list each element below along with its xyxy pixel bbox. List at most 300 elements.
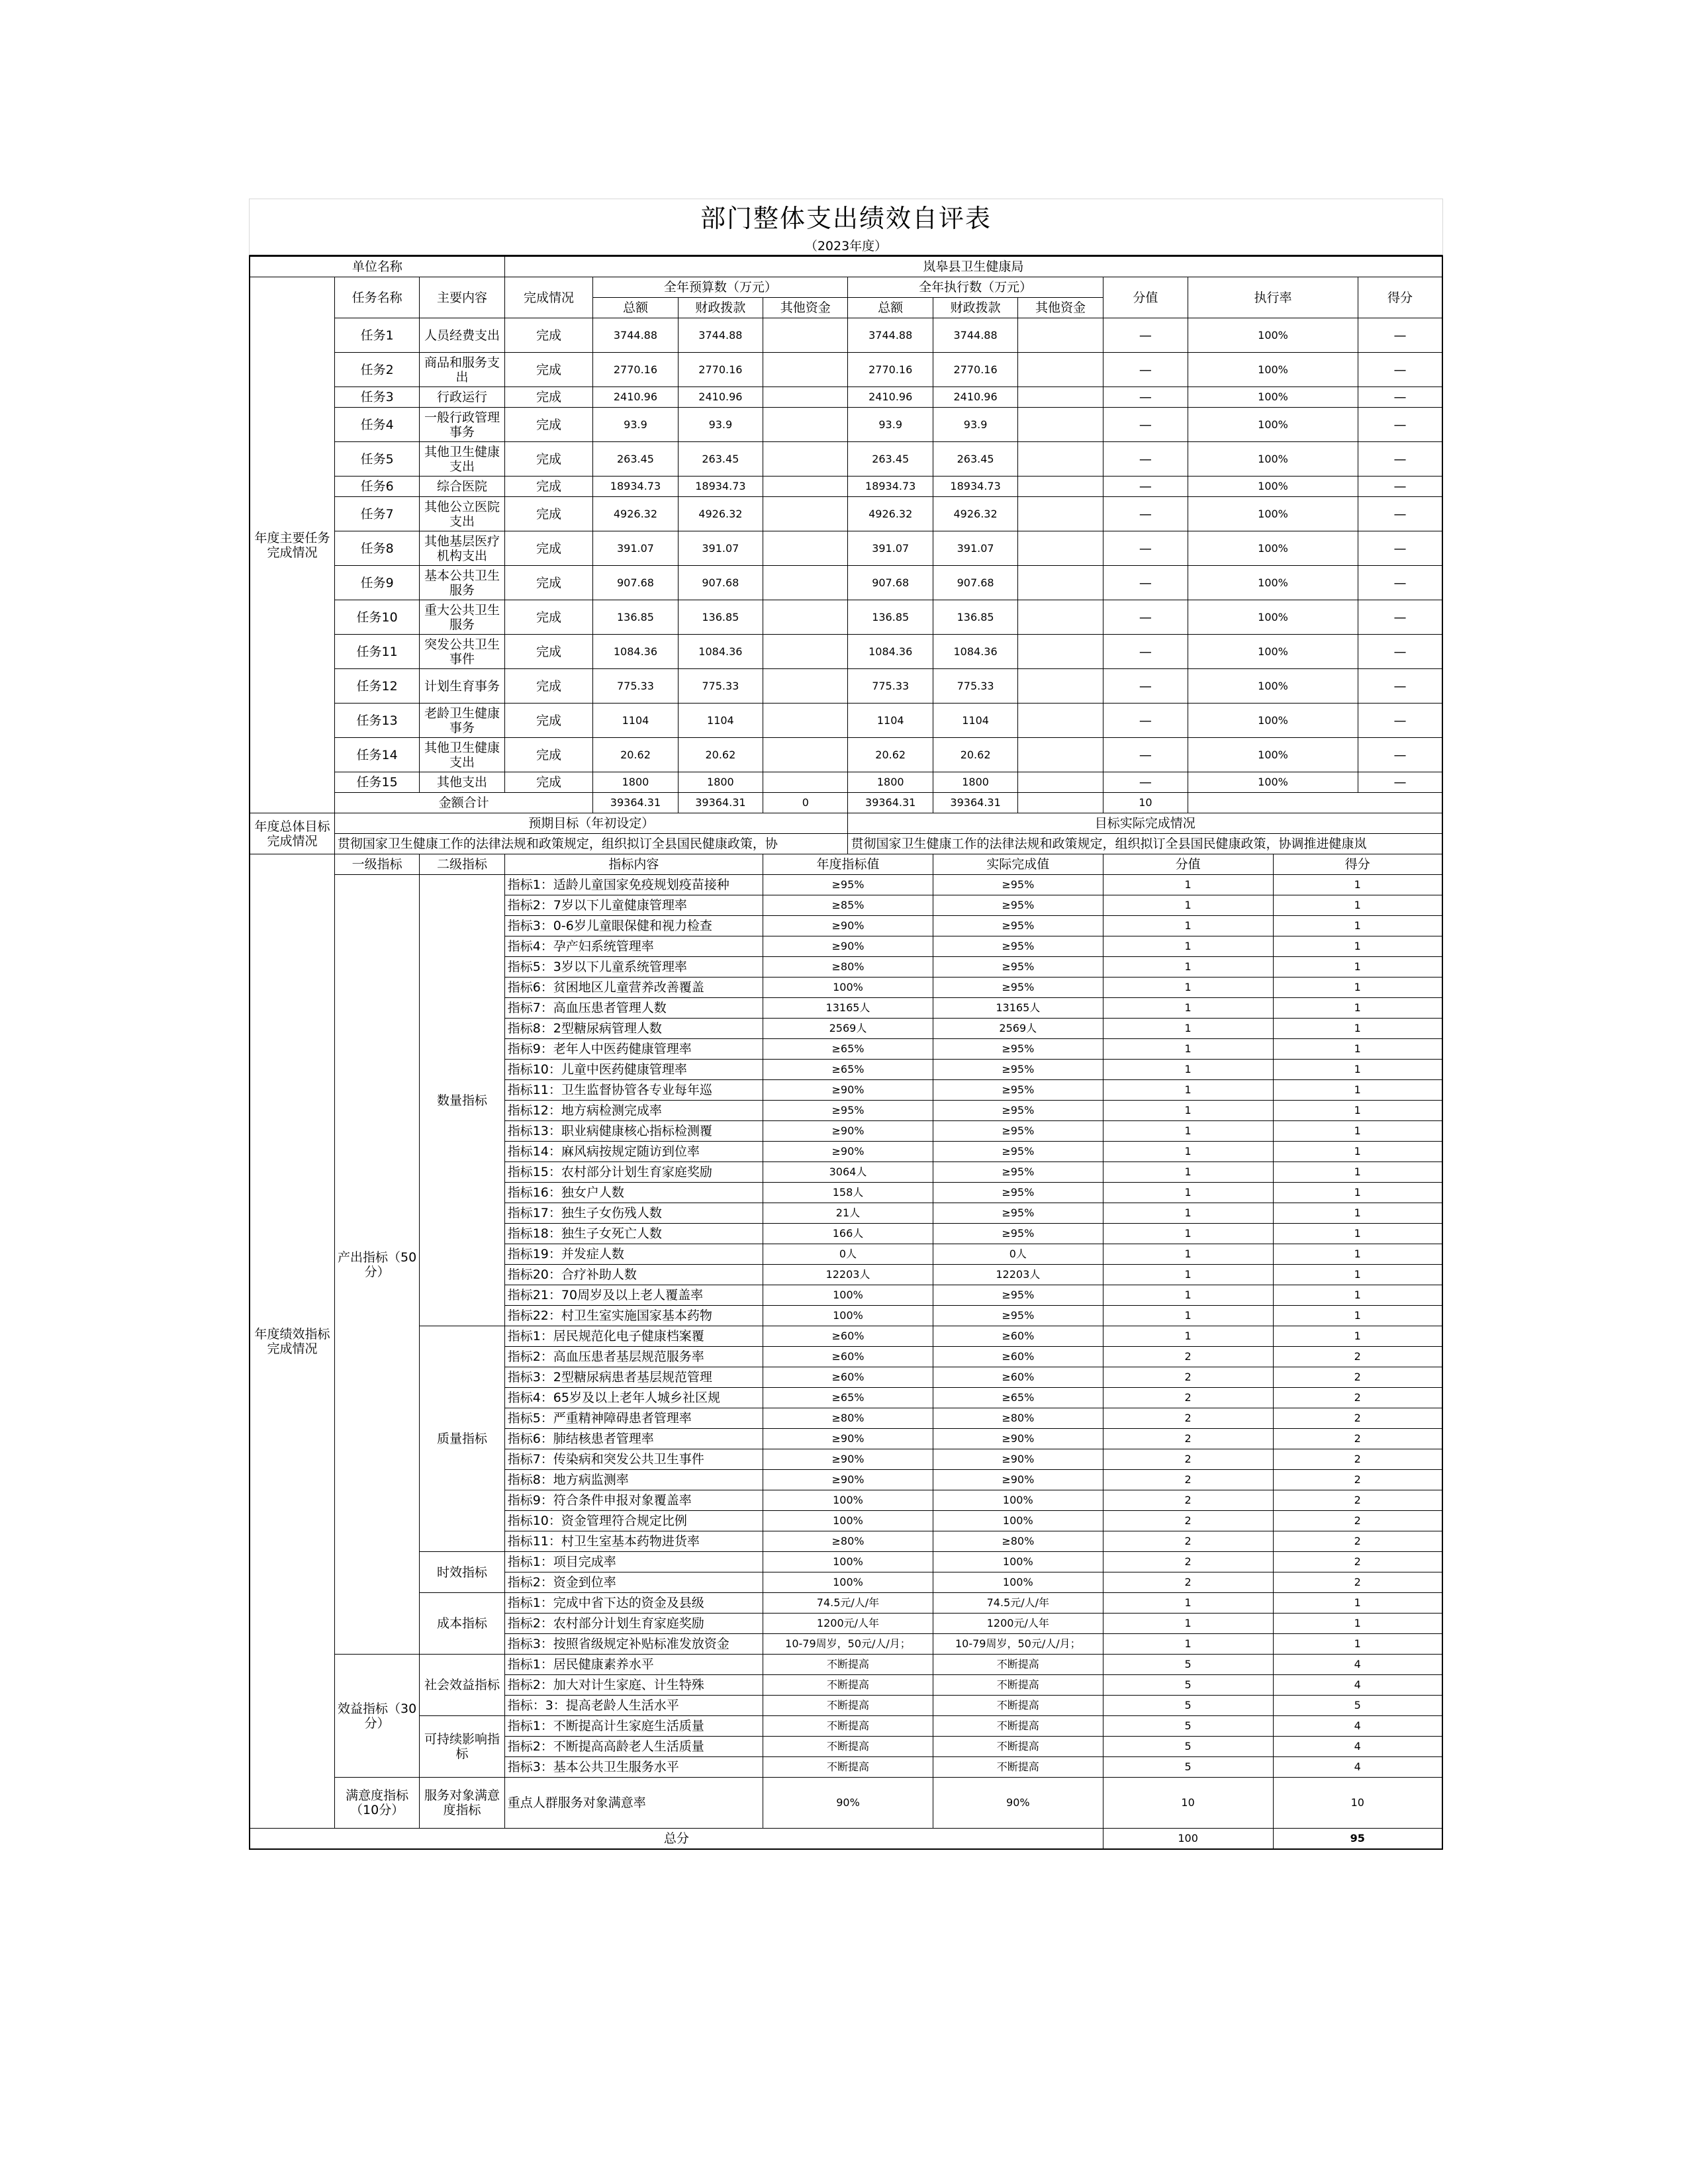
indicator-target: 不断提高 xyxy=(763,1696,933,1716)
task-status: 完成 xyxy=(504,387,593,408)
task-rate: 100% xyxy=(1188,600,1358,635)
evaluation-table xyxy=(249,255,1443,1850)
budget-other xyxy=(763,387,848,408)
task-score: — xyxy=(1358,531,1442,566)
indicator-value: 2 xyxy=(1103,1429,1273,1449)
task-content: 老龄卫生健康事务 xyxy=(420,704,504,738)
indicator-actual: ≥95% xyxy=(933,1039,1103,1060)
exec-fiscal: 136.85 xyxy=(933,600,1017,635)
budget-total: 1104 xyxy=(593,704,678,738)
overall-actual-header: 目标实际完成情况 xyxy=(848,813,1442,834)
task-name: 任务11 xyxy=(334,635,419,669)
budget-total: 18934.73 xyxy=(593,477,678,497)
task-name: 任务13 xyxy=(334,704,419,738)
task-score: — xyxy=(1358,387,1442,408)
indicator-target: ≥90% xyxy=(763,1429,933,1449)
indicator-actual: 不断提高 xyxy=(933,1696,1103,1716)
task-row xyxy=(250,669,1442,704)
task-status: 完成 xyxy=(504,669,593,704)
indicator-value: 2 xyxy=(1103,1552,1273,1572)
budget-fiscal: 18934.73 xyxy=(678,477,763,497)
subheader-total: 总额 xyxy=(593,298,678,318)
benefit-label: 效益指标（30分） xyxy=(334,1655,419,1778)
indicator-score: 2 xyxy=(1273,1531,1442,1552)
unit-name: 岚皋县卫生健康局 xyxy=(504,256,1442,277)
indicator-actual: 13165人 xyxy=(933,998,1103,1019)
task-value: — xyxy=(1103,353,1188,387)
unit-row xyxy=(250,256,1442,277)
exec-other xyxy=(1018,669,1103,704)
task-rate: 100% xyxy=(1188,635,1358,669)
budget-fiscal: 20.62 xyxy=(678,738,763,772)
exec-total: 18934.73 xyxy=(848,477,933,497)
indicator-target: 100% xyxy=(763,1285,933,1306)
indicator-target: ≥60% xyxy=(763,1367,933,1388)
indicator-score: 1 xyxy=(1273,1060,1442,1080)
indicator-content: 指标1：适龄儿童国家免疫规划疫苗接种 xyxy=(504,875,763,895)
indicator-content: 指标2：资金到位率 xyxy=(504,1572,763,1593)
budget-fiscal: 263.45 xyxy=(678,442,763,477)
header-score: 得分 xyxy=(1358,277,1442,318)
task-row xyxy=(250,600,1442,635)
budget-fiscal: 4926.32 xyxy=(678,497,763,531)
exec-other xyxy=(1018,772,1103,793)
task-status: 完成 xyxy=(504,318,593,353)
task-header-row xyxy=(250,277,1442,298)
indicator-actual: ≥95% xyxy=(933,1306,1103,1326)
budget-total: 3744.88 xyxy=(593,318,678,353)
indicator-value: 1 xyxy=(1103,1080,1273,1101)
budget-total: 391.07 xyxy=(593,531,678,566)
header-budget: 全年预算数（万元） xyxy=(593,277,848,298)
budget-other xyxy=(763,531,848,566)
task-row xyxy=(250,704,1442,738)
indicator-value: 1 xyxy=(1103,998,1273,1019)
indicator-content: 指标10：资金管理符合规定比例 xyxy=(504,1511,763,1531)
indicator-score: 1 xyxy=(1273,1183,1442,1203)
budget-other xyxy=(763,669,848,704)
task-name: 任务3 xyxy=(334,387,419,408)
indicator-target: 10-79周岁，50元/人/月； xyxy=(763,1634,933,1655)
indicator-content: 指标1：居民健康素养水平 xyxy=(504,1655,763,1675)
indicator-value: 2 xyxy=(1103,1490,1273,1511)
group-label: 数量指标 xyxy=(420,875,504,1326)
indicator-value: 1 xyxy=(1103,1614,1273,1634)
indicator-actual: ≥65% xyxy=(933,1388,1103,1408)
exec-fiscal: 907.68 xyxy=(933,566,1017,600)
indicator-actual: 不断提高 xyxy=(933,1675,1103,1696)
indicator-actual: ≥95% xyxy=(933,1224,1103,1244)
indicator-content: 指标1：完成中省下达的资金及县级 xyxy=(504,1593,763,1614)
indicator-score: 1 xyxy=(1273,1285,1442,1306)
indicator-value: 1 xyxy=(1103,1244,1273,1265)
indicator-actual: ≥60% xyxy=(933,1367,1103,1388)
indicator-content: 指标13：职业病健康核心指标检测覆 xyxy=(504,1121,763,1142)
indicator-target: 100% xyxy=(763,1552,933,1572)
indicator-actual: ≥95% xyxy=(933,1203,1103,1224)
exec-fiscal: 775.33 xyxy=(933,669,1017,704)
task-name: 任务6 xyxy=(334,477,419,497)
exec-total: 1104 xyxy=(848,704,933,738)
task-status: 完成 xyxy=(504,566,593,600)
indicator-content: 指标5：严重精神障碍患者管理率 xyxy=(504,1408,763,1429)
indicator-row xyxy=(250,1655,1442,1675)
task-rate: 100% xyxy=(1188,669,1358,704)
totals-empty xyxy=(1188,793,1442,813)
budget-total: 2410.96 xyxy=(593,387,678,408)
exec-other xyxy=(1018,497,1103,531)
indicator-content: 指标1：不断提高计生家庭生活质量 xyxy=(504,1716,763,1737)
task-value: — xyxy=(1103,566,1188,600)
indicator-value: 1 xyxy=(1103,916,1273,936)
task-value: — xyxy=(1103,669,1188,704)
indicator-content: 指标2：不断提高高龄老人生活质量 xyxy=(504,1737,763,1757)
task-content: 其他公立医院支出 xyxy=(420,497,504,531)
indicator-target: ≥90% xyxy=(763,1080,933,1101)
budget-other xyxy=(763,353,848,387)
exec-total: 907.68 xyxy=(848,566,933,600)
indicator-target: 166人 xyxy=(763,1224,933,1244)
indicator-target: ≥60% xyxy=(763,1347,933,1367)
indicator-target: 1200元/人年 xyxy=(763,1614,933,1634)
task-value: — xyxy=(1103,600,1188,635)
task-name: 任务12 xyxy=(334,669,419,704)
overall-planned-header: 预期目标（年初设定） xyxy=(334,813,848,834)
exec-fiscal: 2410.96 xyxy=(933,387,1017,408)
section-label-tasks: 年度主要任务完成情况 xyxy=(250,277,334,813)
indicator-value: 1 xyxy=(1103,936,1273,957)
indicator-target: ≥65% xyxy=(763,1388,933,1408)
perf-header-score: 得分 xyxy=(1273,854,1442,875)
indicator-target: ≥90% xyxy=(763,1142,933,1162)
indicator-target: 0人 xyxy=(763,1244,933,1265)
subheader-other: 其他资金 xyxy=(763,298,848,318)
indicator-actual: ≥95% xyxy=(933,1142,1103,1162)
indicator-score: 2 xyxy=(1273,1490,1442,1511)
budget-other xyxy=(763,772,848,793)
indicator-content: 指标1：项目完成率 xyxy=(504,1552,763,1572)
task-rate: 100% xyxy=(1188,738,1358,772)
indicator-content: 指标17：独生子女伤残人数 xyxy=(504,1203,763,1224)
indicator-target: 21人 xyxy=(763,1203,933,1224)
task-value: — xyxy=(1103,387,1188,408)
indicator-value: 2 xyxy=(1103,1408,1273,1429)
overall-planned-text: 贯彻国家卫生健康工作的法律法规和政策规定，组织拟订全县国民健康政策，协 xyxy=(334,834,848,854)
exec-other xyxy=(1018,353,1103,387)
indicator-content: 指标9：符合条件申报对象覆盖率 xyxy=(504,1490,763,1511)
indicator-actual: ≥90% xyxy=(933,1449,1103,1470)
task-row xyxy=(250,387,1442,408)
indicator-value: 2 xyxy=(1103,1367,1273,1388)
task-name: 任务5 xyxy=(334,442,419,477)
exec-total: 3744.88 xyxy=(848,318,933,353)
indicator-target: 13165人 xyxy=(763,998,933,1019)
indicator-value: 1 xyxy=(1103,1306,1273,1326)
satisfaction-value: 10 xyxy=(1103,1778,1273,1829)
indicator-content: 指标3：2型糖尿病患者基层规范管理 xyxy=(504,1367,763,1388)
exec-fiscal: 1084.36 xyxy=(933,635,1017,669)
indicator-content: 指标1：居民规范化电子健康档案覆 xyxy=(504,1326,763,1347)
exec-other xyxy=(1018,704,1103,738)
indicator-target: ≥90% xyxy=(763,1121,933,1142)
task-name: 任务10 xyxy=(334,600,419,635)
perf-header-row xyxy=(250,854,1442,875)
group-label: 时效指标 xyxy=(420,1552,504,1593)
task-rate: 100% xyxy=(1188,442,1358,477)
perf-header-target: 年度指标值 xyxy=(763,854,933,875)
indicator-target: ≥90% xyxy=(763,916,933,936)
perf-header-level1: 一级指标 xyxy=(334,854,419,875)
indicator-content: 指标8：2型糖尿病管理人数 xyxy=(504,1019,763,1039)
task-content: 重大公共卫生服务 xyxy=(420,600,504,635)
indicator-score: 2 xyxy=(1273,1429,1442,1449)
indicator-target: ≥85% xyxy=(763,895,933,916)
task-row xyxy=(250,738,1442,772)
task-status: 完成 xyxy=(504,531,593,566)
indicator-score: 1 xyxy=(1273,895,1442,916)
indicator-actual: ≥80% xyxy=(933,1408,1103,1429)
indicator-actual: ≥95% xyxy=(933,895,1103,916)
header-task-name: 任务名称 xyxy=(334,277,419,318)
indicator-content: 指标15：农村部分计划生育家庭奖励 xyxy=(504,1162,763,1183)
task-row xyxy=(250,497,1442,531)
perf-section-label: 年度绩效指标完成情况 xyxy=(250,854,334,1829)
indicator-target: 100% xyxy=(763,978,933,998)
task-rate: 100% xyxy=(1188,353,1358,387)
indicator-score: 1 xyxy=(1273,916,1442,936)
satisfaction-score: 10 xyxy=(1273,1778,1442,1829)
indicator-actual: ≥95% xyxy=(933,1162,1103,1183)
indicator-value: 1 xyxy=(1103,1183,1273,1203)
task-score: — xyxy=(1358,772,1442,793)
exec-fiscal: 263.45 xyxy=(933,442,1017,477)
task-value: — xyxy=(1103,772,1188,793)
indicator-value: 5 xyxy=(1103,1737,1273,1757)
indicator-content: 指标9：老年人中医药健康管理率 xyxy=(504,1039,763,1060)
task-row xyxy=(250,318,1442,353)
indicator-value: 5 xyxy=(1103,1675,1273,1696)
exec-other xyxy=(1018,738,1103,772)
task-status: 完成 xyxy=(504,353,593,387)
indicator-target: 不断提高 xyxy=(763,1757,933,1778)
budget-fiscal: 1084.36 xyxy=(678,635,763,669)
indicator-actual: ≥90% xyxy=(933,1429,1103,1449)
exec-fiscal: 2770.16 xyxy=(933,353,1017,387)
indicator-row xyxy=(250,1552,1442,1572)
overall-text-row xyxy=(250,834,1442,854)
indicator-value: 1 xyxy=(1103,1593,1273,1614)
exec-total: 136.85 xyxy=(848,600,933,635)
subheader-other: 其他资金 xyxy=(1018,298,1103,318)
indicator-value: 1 xyxy=(1103,1121,1273,1142)
indicator-actual: 不断提高 xyxy=(933,1716,1103,1737)
year-note: （2023年度） xyxy=(249,238,1443,255)
totals-label: 金额合计 xyxy=(334,793,592,813)
totals-exec-total: 39364.31 xyxy=(848,793,933,813)
indicator-actual: 100% xyxy=(933,1572,1103,1593)
indicator-row xyxy=(250,1716,1442,1737)
exec-fiscal: 391.07 xyxy=(933,531,1017,566)
indicator-actual: 10-79周岁，50元/人/月； xyxy=(933,1634,1103,1655)
indicator-score: 2 xyxy=(1273,1572,1442,1593)
budget-other xyxy=(763,738,848,772)
exec-other xyxy=(1018,635,1103,669)
exec-other xyxy=(1018,408,1103,442)
task-row xyxy=(250,442,1442,477)
indicator-target: ≥65% xyxy=(763,1060,933,1080)
task-status: 完成 xyxy=(504,772,593,793)
task-name: 任务9 xyxy=(334,566,419,600)
indicator-actual: ≥95% xyxy=(933,1285,1103,1306)
indicator-content: 指标11：村卫生室基本药物进货率 xyxy=(504,1531,763,1552)
indicator-target: 不断提高 xyxy=(763,1716,933,1737)
indicator-target: ≥80% xyxy=(763,957,933,978)
group-label: 社会效益指标 xyxy=(420,1655,504,1716)
exec-fiscal: 1800 xyxy=(933,772,1017,793)
task-name: 任务1 xyxy=(334,318,419,353)
indicator-target: 不断提高 xyxy=(763,1675,933,1696)
exec-other xyxy=(1018,318,1103,353)
task-row xyxy=(250,408,1442,442)
perf-header-level2: 二级指标 xyxy=(420,854,504,875)
indicator-target: 100% xyxy=(763,1511,933,1531)
task-status: 完成 xyxy=(504,442,593,477)
task-content: 计划生育事务 xyxy=(420,669,504,704)
indicator-value: 1 xyxy=(1103,1285,1273,1306)
indicator-score: 2 xyxy=(1273,1449,1442,1470)
group-label: 可持续影响指标 xyxy=(420,1716,504,1778)
indicator-content: 指标10：儿童中医药健康管理率 xyxy=(504,1060,763,1080)
exec-fiscal: 20.62 xyxy=(933,738,1017,772)
indicator-actual: ≥80% xyxy=(933,1531,1103,1552)
task-score: — xyxy=(1358,738,1442,772)
task-content: 综合医院 xyxy=(420,477,504,497)
task-content: 人员经费支出 xyxy=(420,318,504,353)
indicator-value: 2 xyxy=(1103,1531,1273,1552)
satisfaction-actual: 90% xyxy=(933,1778,1103,1829)
exec-other xyxy=(1018,477,1103,497)
exec-other xyxy=(1018,442,1103,477)
indicator-target: 12203人 xyxy=(763,1265,933,1285)
indicator-score: 1 xyxy=(1273,1634,1442,1655)
indicator-content: 指标7：传染病和突发公共卫生事件 xyxy=(504,1449,763,1470)
indicator-score: 1 xyxy=(1273,1080,1442,1101)
task-name: 任务4 xyxy=(334,408,419,442)
task-rate: 100% xyxy=(1188,477,1358,497)
exec-total: 1084.36 xyxy=(848,635,933,669)
indicator-value: 1 xyxy=(1103,1019,1273,1039)
indicator-score: 4 xyxy=(1273,1655,1442,1675)
budget-total: 263.45 xyxy=(593,442,678,477)
indicator-score: 2 xyxy=(1273,1408,1442,1429)
indicator-content: 指标2：农村部分计划生育家庭奖励 xyxy=(504,1614,763,1634)
output-label: 产出指标（50分） xyxy=(334,875,419,1655)
budget-total: 136.85 xyxy=(593,600,678,635)
exec-total: 93.9 xyxy=(848,408,933,442)
indicator-actual: 100% xyxy=(933,1490,1103,1511)
indicator-value: 1 xyxy=(1103,1326,1273,1347)
indicator-target: 2569人 xyxy=(763,1019,933,1039)
task-content: 其他支出 xyxy=(420,772,504,793)
task-row xyxy=(250,477,1442,497)
budget-other xyxy=(763,635,848,669)
indicator-score: 1 xyxy=(1273,1039,1442,1060)
task-value: — xyxy=(1103,497,1188,531)
budget-total: 20.62 xyxy=(593,738,678,772)
indicator-value: 2 xyxy=(1103,1449,1273,1470)
indicator-actual: 不断提高 xyxy=(933,1757,1103,1778)
indicator-score: 2 xyxy=(1273,1367,1442,1388)
task-content: 一般行政管理事务 xyxy=(420,408,504,442)
indicator-content: 指标19：并发症人数 xyxy=(504,1244,763,1265)
indicator-target: 74.5元/人/年 xyxy=(763,1593,933,1614)
total-score-label: 总分 xyxy=(250,1829,1103,1850)
task-content: 其他卫生健康支出 xyxy=(420,442,504,477)
indicator-content: 指标3：基本公共卫生服务水平 xyxy=(504,1757,763,1778)
indicator-content: 指标3：0-6岁儿童眼保健和视力检查 xyxy=(504,916,763,936)
indicator-value: 1 xyxy=(1103,978,1273,998)
indicator-actual: 不断提高 xyxy=(933,1737,1103,1757)
task-score: — xyxy=(1358,600,1442,635)
indicator-score: 2 xyxy=(1273,1470,1442,1490)
indicator-target: ≥60% xyxy=(763,1326,933,1347)
task-score: — xyxy=(1358,566,1442,600)
task-value: — xyxy=(1103,442,1188,477)
exec-fiscal: 3744.88 xyxy=(933,318,1017,353)
indicator-score: 1 xyxy=(1273,978,1442,998)
indicator-target: ≥95% xyxy=(763,875,933,895)
task-value: — xyxy=(1103,531,1188,566)
indicator-content: 指标12：地方病检测完成率 xyxy=(504,1101,763,1121)
indicator-score: 1 xyxy=(1273,1593,1442,1614)
totals-budget-total: 39364.31 xyxy=(593,793,678,813)
table-body xyxy=(250,256,1442,1849)
indicator-row xyxy=(250,1326,1442,1347)
indicator-score: 1 xyxy=(1273,1326,1442,1347)
indicator-content: 指标3：按照省级规定补贴标准发放资金 xyxy=(504,1634,763,1655)
task-score: — xyxy=(1358,442,1442,477)
exec-total: 263.45 xyxy=(848,442,933,477)
indicator-target: 不断提高 xyxy=(763,1655,933,1675)
indicator-value: 1 xyxy=(1103,1060,1273,1080)
task-content: 基本公共卫生服务 xyxy=(420,566,504,600)
task-name: 任务8 xyxy=(334,531,419,566)
indicator-score: 1 xyxy=(1273,875,1442,895)
indicator-score: 5 xyxy=(1273,1696,1442,1716)
total-score-row xyxy=(250,1829,1442,1850)
exec-other xyxy=(1018,387,1103,408)
satisfaction-label: 满意度指标（10分） xyxy=(334,1778,419,1829)
indicator-target: ≥90% xyxy=(763,936,933,957)
indicator-actual: ≥95% xyxy=(933,875,1103,895)
task-rate: 100% xyxy=(1188,408,1358,442)
indicator-value: 1 xyxy=(1103,1634,1273,1655)
indicator-target: 100% xyxy=(763,1490,933,1511)
exec-total: 775.33 xyxy=(848,669,933,704)
task-rate: 100% xyxy=(1188,566,1358,600)
indicator-actual: 不断提高 xyxy=(933,1655,1103,1675)
task-score: — xyxy=(1358,704,1442,738)
exec-total: 1800 xyxy=(848,772,933,793)
budget-total: 907.68 xyxy=(593,566,678,600)
satisfaction-row xyxy=(250,1778,1442,1829)
task-value: — xyxy=(1103,477,1188,497)
indicator-target: ≥90% xyxy=(763,1449,933,1470)
indicator-value: 2 xyxy=(1103,1388,1273,1408)
indicator-value: 5 xyxy=(1103,1716,1273,1737)
budget-total: 775.33 xyxy=(593,669,678,704)
satisfaction-sub-label: 服务对象满意度指标 xyxy=(420,1778,504,1829)
